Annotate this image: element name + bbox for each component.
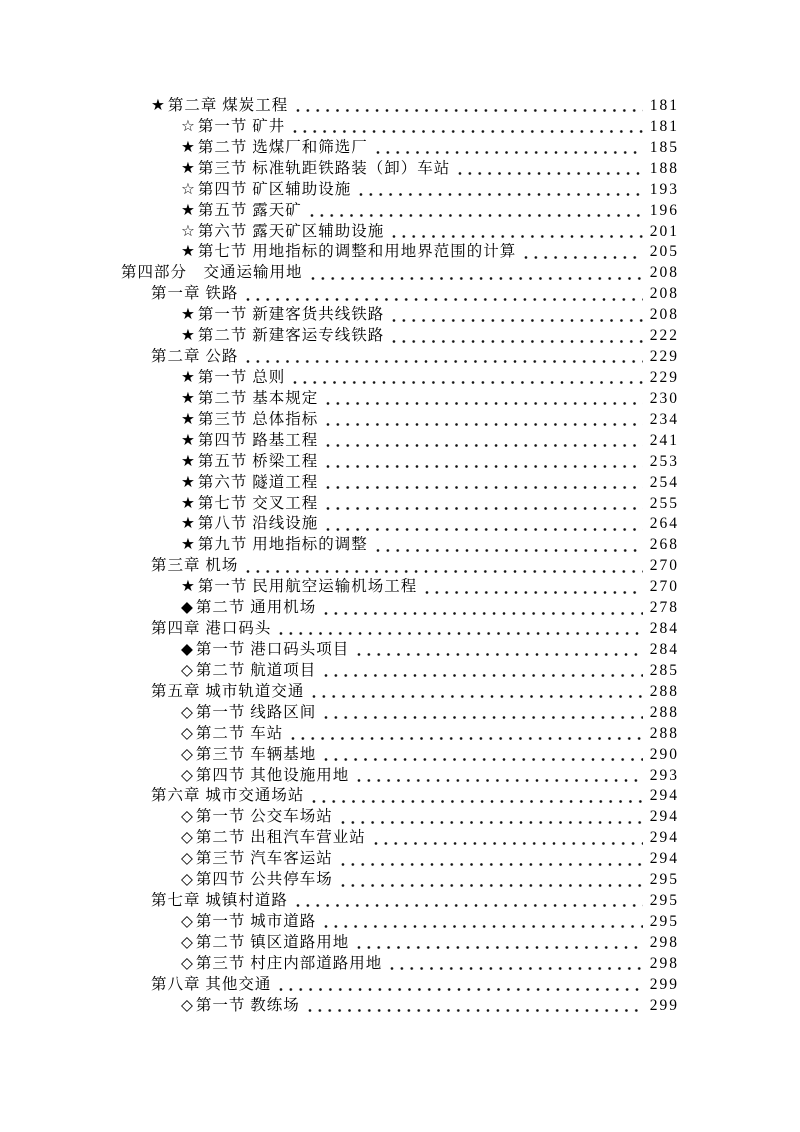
toc-entry	[121, 766, 677, 787]
toc-entry	[121, 117, 677, 138]
toc-entry	[121, 598, 677, 619]
toc-entry-title	[181, 849, 333, 870]
toc-entry-label: 第一节 城市道路	[195, 912, 317, 930]
toc-entry-label: 第三节 村庄内部道路用地	[195, 954, 383, 972]
filled-star-icon: ★	[181, 410, 195, 428]
toc-entry-label: 第一节 港口码头项目	[195, 640, 350, 658]
filled-star-icon: ★	[181, 473, 195, 491]
toc-entry	[121, 870, 677, 891]
hollow-diamond-icon: ◇	[181, 912, 193, 930]
toc-entry-page-number: 196	[649, 201, 679, 219]
toc-entry	[121, 535, 677, 556]
table-of-contents	[121, 96, 677, 1017]
hollow-star-icon: ☆	[181, 222, 195, 240]
toc-entry-title	[181, 870, 333, 891]
toc-entry-title	[181, 389, 318, 410]
toc-entry-title	[181, 138, 368, 159]
toc-entry-page-number: 298	[649, 933, 679, 951]
toc-entry-page-number: 181	[649, 97, 679, 114]
dot-leader	[293, 96, 643, 117]
toc-entry	[121, 201, 677, 222]
dot-leader	[321, 703, 643, 724]
toc-entry	[121, 703, 677, 724]
dot-leader	[389, 305, 643, 326]
dot-leader	[354, 933, 643, 954]
toc-entry-title	[121, 263, 303, 284]
toc-entry-page-number: 208	[649, 285, 679, 303]
dot-leader	[288, 724, 643, 745]
toc-entry	[121, 933, 677, 954]
toc-entry-label: 第二节 航道项目	[195, 661, 317, 679]
dot-leader	[389, 222, 643, 243]
toc-entry-title	[181, 159, 450, 180]
toc-entry	[121, 996, 677, 1017]
toc-entry-title	[181, 807, 333, 828]
toc-entry-page-number: 288	[649, 682, 679, 700]
toc-entry-title	[181, 242, 516, 263]
toc-entry-label: 第八章 其他交通	[151, 975, 272, 993]
toc-entry-page-number: 295	[649, 871, 679, 889]
toc-entry	[121, 494, 677, 515]
toc-entry-page-number: 299	[649, 996, 679, 1014]
toc-entry	[121, 389, 677, 410]
toc-entry	[121, 891, 677, 912]
toc-entry	[121, 347, 677, 368]
toc-entry-page-number: 284	[649, 640, 679, 658]
toc-entry-title	[181, 766, 349, 787]
dot-leader	[389, 326, 643, 347]
dot-leader	[309, 682, 643, 703]
toc-entry-title	[181, 661, 316, 682]
toc-entry-title	[181, 368, 285, 389]
hollow-diamond-icon: ◇	[181, 808, 193, 826]
filled-star-icon: ★	[181, 368, 195, 386]
dot-leader	[323, 514, 643, 535]
toc-entry-label: 第二节 出租汽车营业站	[195, 829, 366, 847]
toc-entry-page-number: 294	[649, 808, 679, 826]
toc-entry-label: 第五节 桥梁工程	[197, 452, 319, 470]
filled-star-icon: ★	[181, 515, 195, 533]
toc-entry-page-number: 264	[649, 515, 679, 533]
toc-entry-title	[181, 640, 349, 661]
toc-entry-page-number: 293	[649, 766, 679, 784]
dot-leader	[276, 619, 643, 640]
toc-entry-title	[181, 514, 318, 535]
dot-leader	[323, 473, 643, 494]
toc-entry-label: 第八节 沿线设施	[197, 515, 319, 533]
toc-entry-label: 第九节 用地指标的调整	[197, 536, 368, 554]
toc-entry-title	[181, 933, 349, 954]
toc-entry-label: 第六节 露天矿区辅助设施	[197, 222, 385, 240]
dot-leader	[387, 954, 643, 975]
dot-leader	[323, 410, 643, 431]
toc-entry-title	[151, 619, 271, 640]
toc-entry-label: 第二节 选煤厂和筛选厂	[197, 138, 368, 156]
toc-entry	[121, 326, 677, 347]
toc-entry-label: 第一节 民用航空运输机场工程	[197, 578, 418, 596]
toc-entry	[121, 619, 677, 640]
dot-leader	[321, 661, 643, 682]
toc-entry-label: 第三节 车辆基地	[195, 745, 317, 763]
toc-entry-page-number: 230	[649, 389, 679, 407]
toc-entry-title	[151, 786, 304, 807]
toc-entry	[121, 556, 677, 577]
toc-entry-title	[151, 556, 238, 577]
hollow-diamond-icon: ◇	[181, 954, 193, 972]
toc-entry-page-number: 185	[649, 138, 679, 156]
dot-leader	[307, 201, 643, 222]
toc-entry-page-number: 229	[649, 368, 679, 386]
dot-leader	[290, 117, 643, 138]
dot-leader	[309, 786, 643, 807]
toc-entry-page-number: 268	[649, 536, 679, 554]
toc-entry-label: 第七节 交叉工程	[197, 494, 319, 512]
toc-entry-label: 第三章 机场	[151, 557, 239, 575]
toc-entry-title	[181, 954, 382, 975]
toc-entry-page-number: 270	[649, 557, 679, 575]
toc-entry	[121, 975, 677, 996]
toc-entry-title	[181, 745, 316, 766]
filled-star-icon: ★	[181, 201, 195, 219]
toc-entry-title	[181, 222, 384, 243]
toc-entry-page-number: 229	[649, 348, 679, 366]
toc-entry-label: 第三节 汽车客运站	[195, 850, 333, 868]
filled-star-icon: ★	[181, 452, 195, 470]
toc-entry-label: 第四章 港口码头	[151, 620, 272, 638]
dot-leader	[338, 849, 643, 870]
filled-star-icon: ★	[181, 138, 195, 156]
toc-entry	[121, 912, 677, 933]
toc-entry-title	[181, 703, 316, 724]
filled-star-icon: ★	[181, 306, 195, 324]
toc-entry	[121, 828, 677, 849]
toc-entry-page-number: 290	[649, 745, 679, 763]
toc-entry-label: 第二章 公路	[151, 348, 239, 366]
toc-entry-title	[181, 996, 300, 1017]
hollow-diamond-icon: ◇	[181, 766, 193, 784]
toc-entry	[121, 159, 677, 180]
toc-entry	[121, 577, 677, 598]
toc-entry	[121, 242, 677, 263]
dot-leader	[290, 368, 643, 389]
hollow-star-icon: ☆	[181, 117, 195, 135]
toc-entry-page-number: 201	[649, 222, 679, 240]
dot-leader	[243, 556, 643, 577]
toc-entry-page-number: 294	[649, 829, 679, 847]
toc-entry-label: 第二节 基本规定	[197, 389, 319, 407]
toc-entry-title	[151, 975, 271, 996]
toc-entry-page-number: 278	[649, 599, 679, 617]
toc-entry-title	[181, 180, 351, 201]
toc-entry	[121, 410, 677, 431]
toc-entry-page-number: 285	[649, 661, 679, 679]
hollow-diamond-icon: ◇	[181, 933, 193, 951]
toc-entry-title	[181, 577, 417, 598]
hollow-diamond-icon: ◇	[181, 745, 193, 763]
dot-leader	[354, 640, 643, 661]
dot-leader	[371, 828, 643, 849]
dot-leader	[521, 242, 643, 263]
toc-entry-label: 第二节 通用机场	[195, 599, 317, 617]
toc-entry	[121, 661, 677, 682]
toc-entry-page-number: 208	[649, 306, 679, 324]
filled-star-icon: ★	[151, 97, 165, 114]
toc-entry-page-number: 234	[649, 410, 679, 428]
dot-leader	[308, 263, 643, 284]
toc-entry-page-number: 222	[649, 327, 679, 345]
toc-entry-title	[181, 724, 283, 745]
toc-entry	[121, 368, 677, 389]
toc-entry-title	[181, 410, 318, 431]
toc-entry-title	[181, 473, 318, 494]
toc-entry-title	[181, 912, 316, 933]
toc-entry-label: 第一节 新建客货共线铁路	[197, 306, 385, 324]
toc-entry-label: 第一节 公交车场站	[195, 808, 333, 826]
hollow-diamond-icon: ◇	[181, 996, 193, 1014]
toc-entry-page-number: 270	[649, 578, 679, 596]
hollow-diamond-icon: ◇	[181, 661, 193, 679]
toc-entry	[121, 138, 677, 159]
toc-entry	[121, 954, 677, 975]
dot-leader	[373, 138, 643, 159]
dot-leader	[455, 159, 643, 180]
toc-entry	[121, 473, 677, 494]
toc-entry-page-number: 295	[649, 892, 679, 910]
toc-entry-page-number: 254	[649, 473, 679, 491]
hollow-diamond-icon: ◇	[181, 871, 193, 889]
toc-entry-page-number: 208	[649, 264, 679, 282]
toc-entry-label: 第六节 隧道工程	[197, 473, 319, 491]
toc-entry-page-number: 253	[649, 452, 679, 470]
filled-star-icon: ★	[181, 536, 195, 554]
toc-entry	[121, 849, 677, 870]
hollow-diamond-icon: ◇	[181, 724, 193, 742]
dot-leader	[338, 870, 643, 891]
toc-entry-label: 第四节 其他设施用地	[195, 766, 350, 784]
toc-entry-page-number: 299	[649, 975, 679, 993]
toc-entry-page-number: 295	[649, 912, 679, 930]
toc-entry-title	[151, 891, 288, 912]
toc-entry-label: 第五章 城市轨道交通	[151, 682, 305, 700]
toc-entry-title	[181, 201, 302, 222]
toc-entry-label: 第三节 总体指标	[197, 410, 319, 428]
toc-entry-label: 第一章 铁路	[151, 285, 239, 303]
dot-leader	[276, 975, 643, 996]
toc-entry	[121, 96, 677, 117]
toc-entry-title	[151, 284, 238, 305]
dot-leader	[323, 389, 643, 410]
dot-leader	[293, 891, 643, 912]
hollow-star-icon: ☆	[181, 180, 195, 198]
toc-entry-title	[181, 452, 318, 473]
toc-entry-title	[181, 431, 318, 452]
toc-entry	[121, 682, 677, 703]
toc-entry-page-number: 284	[649, 620, 679, 638]
toc-entry-page-number: 288	[649, 724, 679, 742]
filled-diamond-icon: ◆	[181, 599, 193, 617]
filled-star-icon: ★	[181, 159, 195, 177]
dot-leader	[243, 347, 643, 368]
hollow-diamond-icon: ◇	[181, 850, 193, 868]
toc-entry	[121, 514, 677, 535]
toc-entry-page-number: 298	[649, 954, 679, 972]
toc-entry-page-number: 188	[649, 159, 679, 177]
toc-entry-page-number: 241	[649, 431, 679, 449]
toc-entry-label: 第一节 教练场	[195, 996, 300, 1014]
toc-entry-label: 第七节 用地指标的调整和用地界范围的计算	[197, 243, 517, 261]
toc-entry-label: 第一节 矿井	[197, 117, 286, 135]
toc-entry	[121, 284, 677, 305]
toc-entry-title	[181, 828, 366, 849]
filled-star-icon: ★	[181, 578, 195, 596]
toc-entry	[121, 180, 677, 201]
toc-entry-title	[151, 96, 288, 117]
dot-leader	[321, 598, 643, 619]
toc-entry	[121, 745, 677, 766]
toc-entry-label: 第二节 车站	[195, 724, 284, 742]
toc-entry-page-number: 205	[649, 243, 679, 261]
dot-leader	[243, 284, 643, 305]
toc-entry-title	[181, 598, 316, 619]
toc-entry	[121, 305, 677, 326]
toc-entry-label: 第六章 城市交通场站	[151, 787, 305, 805]
toc-entry	[121, 222, 677, 243]
toc-entry-title	[181, 494, 318, 515]
toc-entry-title	[181, 305, 384, 326]
dot-leader	[373, 535, 643, 556]
toc-entry-page-number: 288	[649, 703, 679, 721]
filled-star-icon: ★	[181, 327, 195, 345]
toc-entry	[121, 807, 677, 828]
toc-entry-title	[181, 326, 384, 347]
toc-entry-label: 第七章 城镇村道路	[151, 892, 288, 910]
filled-star-icon: ★	[181, 431, 195, 449]
dot-leader	[354, 766, 643, 787]
toc-entry-page-number: 294	[649, 787, 679, 805]
toc-entry-page-number: 181	[649, 117, 679, 135]
toc-entry-label: 第二节 新建客运专线铁路	[197, 327, 385, 345]
toc-entry-title	[181, 535, 368, 556]
toc-entry-label: 第五节 露天矿	[197, 201, 302, 219]
filled-star-icon: ★	[181, 389, 195, 407]
dot-leader	[305, 996, 643, 1017]
toc-entry	[121, 640, 677, 661]
toc-entry-label: 第四部分 交通运输用地	[121, 264, 303, 282]
dot-leader	[338, 807, 643, 828]
toc-entry	[121, 786, 677, 807]
toc-entry-title	[151, 347, 238, 368]
toc-entry-label: 第一节 总则	[197, 368, 286, 386]
toc-entry-page-number: 193	[649, 180, 679, 198]
hollow-diamond-icon: ◇	[181, 829, 193, 847]
toc-entry	[121, 452, 677, 473]
toc-entry	[121, 431, 677, 452]
toc-entry-page-number: 294	[649, 850, 679, 868]
toc-entry-title	[181, 117, 285, 138]
dot-leader	[356, 180, 643, 201]
toc-entry-label: 第一节 线路区间	[195, 703, 317, 721]
filled-star-icon: ★	[181, 243, 195, 261]
toc-entry-label: 第二章 煤炭工程	[167, 97, 289, 114]
toc-entry-title	[151, 682, 304, 703]
toc-entry	[121, 263, 677, 284]
filled-diamond-icon: ◆	[181, 640, 193, 658]
toc-entry-label: 第四节 公共停车场	[195, 871, 333, 889]
toc-entry-label: 第三节 标准轨距铁路装（卸）车站	[197, 159, 451, 177]
hollow-diamond-icon: ◇	[181, 703, 193, 721]
dot-leader	[321, 745, 643, 766]
toc-entry-label: 第四节 路基工程	[197, 431, 319, 449]
toc-entry	[121, 724, 677, 745]
toc-entry-page-number: 255	[649, 494, 679, 512]
dot-leader	[323, 452, 643, 473]
toc-entry-label: 第二节 镇区道路用地	[195, 933, 350, 951]
dot-leader	[321, 912, 643, 933]
toc-entry-label: 第四节 矿区辅助设施	[197, 180, 352, 198]
dot-leader	[323, 494, 643, 515]
dot-leader	[422, 577, 643, 598]
filled-star-icon: ★	[181, 494, 195, 512]
dot-leader	[323, 431, 643, 452]
